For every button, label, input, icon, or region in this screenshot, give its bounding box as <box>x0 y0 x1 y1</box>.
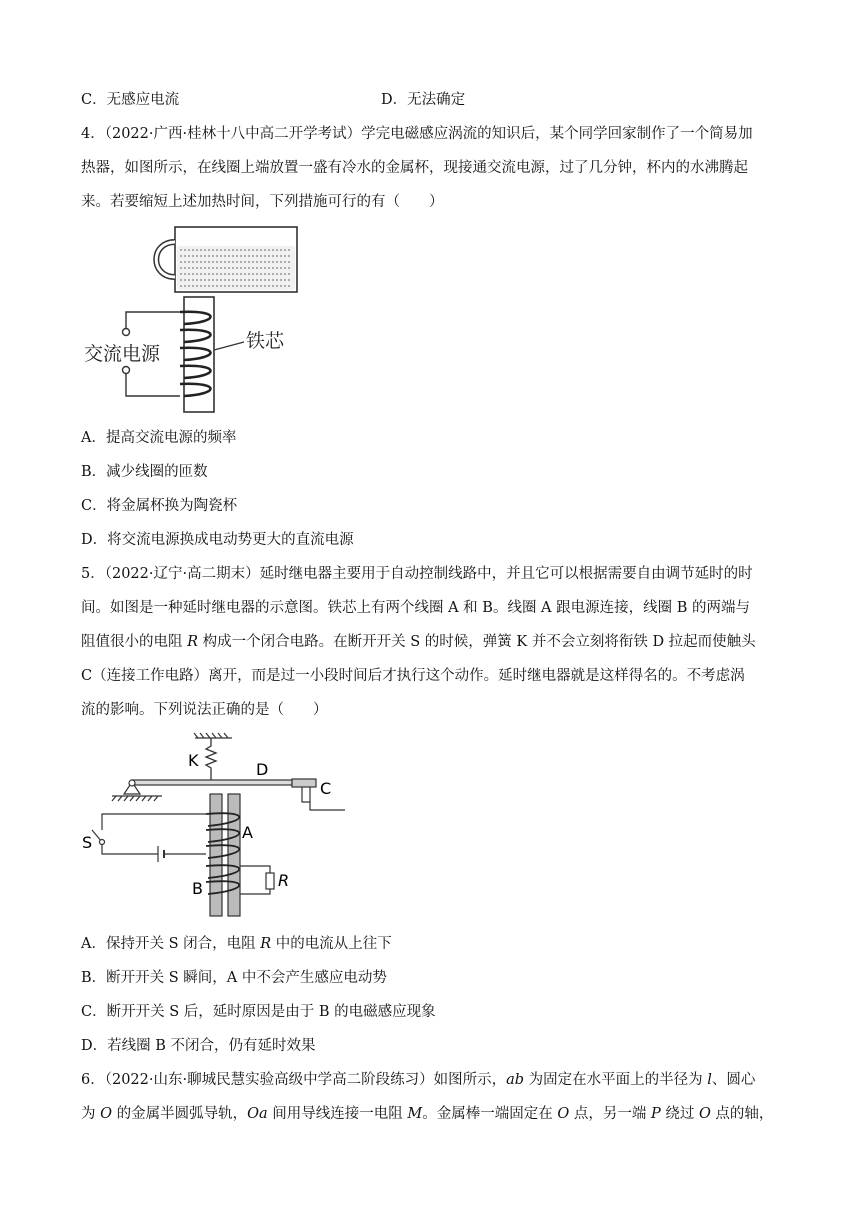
resistor-r <box>266 873 274 889</box>
q4-stem-line-2: 热器，如图所示，在线圈上端放置一盛有冷水的金属杯，现接通交流电源，过了几分钟，杯内的水沸腾起 <box>81 160 748 176</box>
label-iron-core: 铁芯 <box>246 330 285 352</box>
q5-stem-line-1: 5．（2022·辽宁·高二期末）延时继电器主要用于自动控制线路中，并且它可以根据需要自由调节延时的时 <box>81 566 753 582</box>
q3-option-c: C．无感应电流 <box>81 92 180 108</box>
q4-heater-figure <box>80 222 300 418</box>
q5-stem-line-4: C（连接工作电路）离开，而是过一小段时间后才执行这个动作。延时继电器就是这样得名的。不考虑涡 <box>81 668 745 684</box>
q6-stem-line-1: 6．（2022·山东·聊城民慧实验高级中学高二阶段练习）如图所示，ab 为固定在水平面上的半径为 l、圆心 <box>81 1072 756 1088</box>
q5-stem-line-5: 流的影响。下列说法正确的是（ ） <box>81 702 328 718</box>
q5-option-b: B．断开开关 S 瞬间，A 中不会产生感应电动势 <box>81 970 387 986</box>
metal-cup <box>156 227 297 292</box>
label-b: B <box>192 879 203 898</box>
q5-option-a: A．保持开关 S 闭合，电阻 R 中的电流从上往下 <box>81 936 392 952</box>
q5-option-c: C．断开开关 S 后，延时原因是由于 B 的电磁感应现象 <box>81 1004 436 1020</box>
label-r: R <box>278 871 290 890</box>
spring-k <box>206 738 216 780</box>
label-k: K <box>188 751 199 770</box>
label-a: A <box>242 823 253 842</box>
q5-relay-figure <box>80 730 350 920</box>
q5-stem-line-3: 阻值很小的电阻 R 构成一个闭合电路。在断开开关 S 的时候，弹簧 K 并不会立刻将衔铁 D 拉起而使触头 <box>81 634 756 650</box>
q5-option-d: D．若线圈 B 不闭合，仍有延时效果 <box>81 1038 316 1054</box>
label-d: D <box>256 760 269 779</box>
label-s: S <box>82 833 93 852</box>
q4-stem-line-3: 来。若要缩短上述加热时间，下列措施可行的有（ ） <box>81 194 444 210</box>
q4-option-d: D．将交流电源换成电动势更大的直流电源 <box>81 532 354 548</box>
label-ac-source: 交流电源 <box>84 343 161 365</box>
q4-option-a: A．提高交流电源的频率 <box>81 430 237 446</box>
label-c: C <box>320 779 332 798</box>
q5-stem-line-2: 间。如图是一种延时继电器的示意图。铁芯上有两个线圈 A 和 B。线圈 A 跟电源连接，线圈 B 的两端与 <box>81 600 751 616</box>
q3-option-d: D．无法确定 <box>381 92 466 108</box>
q4-stem-line-1: 4．（2022·广西·桂林十八中高二开学考试）学完电磁感应涡流的知识后，某个同学回家制作了一个简易加 <box>81 126 753 142</box>
armature-d <box>132 780 292 785</box>
q6-stem-line-2: 为 O 的金属半圆弧导轨，Oa 间用导线连接一电阻 M。金属棒一端固定在 O 点，另一端 P 绕过 O 点的轴， <box>81 1106 774 1122</box>
q4-option-c: C．将金属杯换为陶瓷杯 <box>81 498 238 514</box>
q4-option-b: B．减少线圈的匝数 <box>81 464 208 480</box>
